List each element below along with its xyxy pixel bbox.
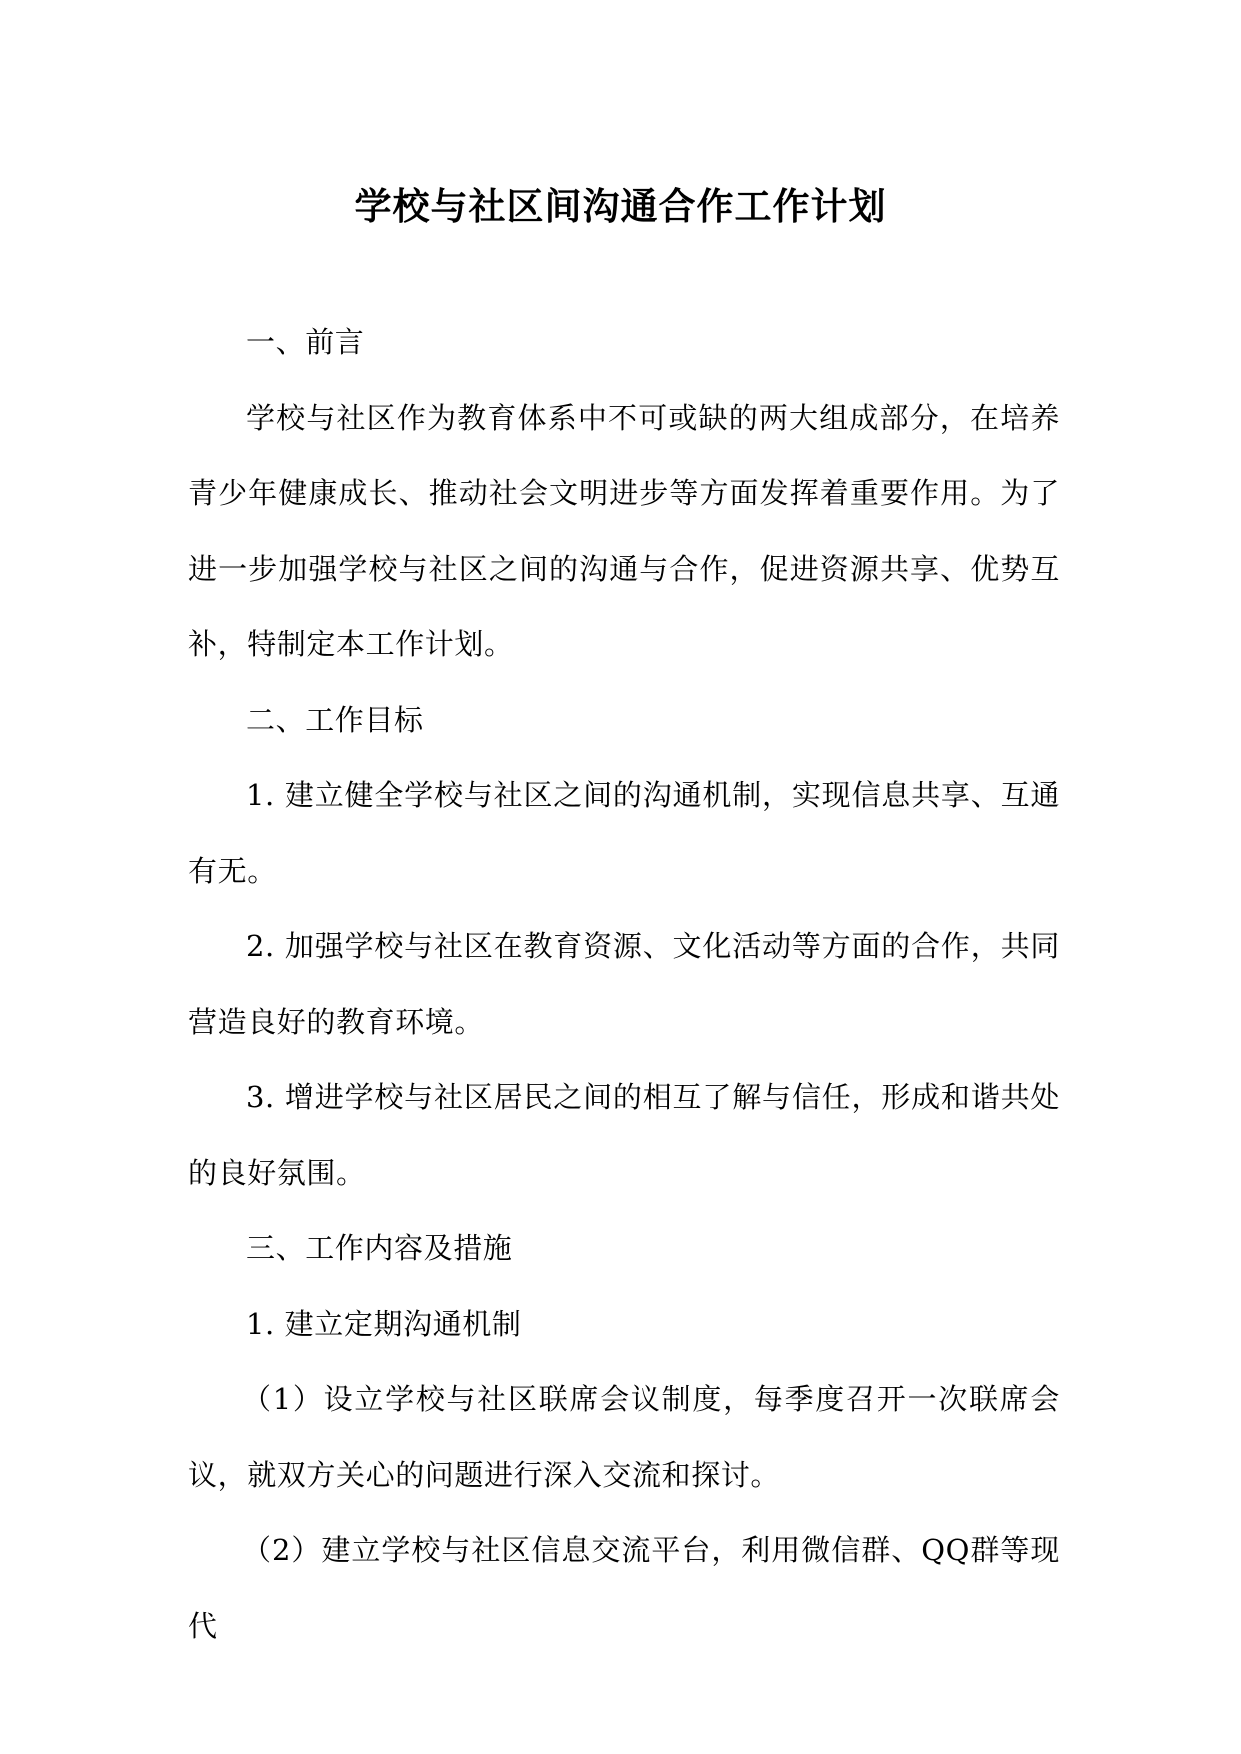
paragraph-preface: 学校与社区作为教育体系中不可或缺的两大组成部分，在培养青少年健康成长、推动社会文明进步等方面发挥着重要作用。为了进一步加强学校与社区之间的沟通与合作，促进资源共享、优势互补，特制定本工作计划。 xyxy=(188,400,1060,661)
goal-item-3: 3. 增进学校与社区居民之间的相互了解与信任，形成和谐共处的良好氛围。 xyxy=(188,1080,1060,1190)
goal-item-2: 2. 加强学校与社区在教育资源、文化活动等方面的合作，共同营造良好的教育环境。 xyxy=(188,929,1060,1039)
document-body xyxy=(188,305,1060,1664)
measure-subitem-1: （1）设立学校与社区联席会议制度，每季度召开一次联席会议，就双方关心的问题进行深入交流和探讨。 xyxy=(188,1382,1060,1492)
measure-item-1: 1. 建立定期沟通机制 xyxy=(246,1306,522,1341)
goal-item-1: 1. 建立健全学校与社区之间的沟通机制，实现信息共享、互通有无。 xyxy=(188,778,1060,888)
document-title: 学校与社区间沟通合作工作计划 xyxy=(354,184,887,228)
section-heading-measures: 三、工作内容及措施 xyxy=(246,1231,513,1265)
section-heading-goals: 二、工作目标 xyxy=(246,702,424,737)
measure-subitem-2: （2）建立学校与社区信息交流平台，利用微信群、QQ群等现代 xyxy=(188,1533,1060,1643)
section-heading-preface: 一、前言 xyxy=(246,325,365,359)
